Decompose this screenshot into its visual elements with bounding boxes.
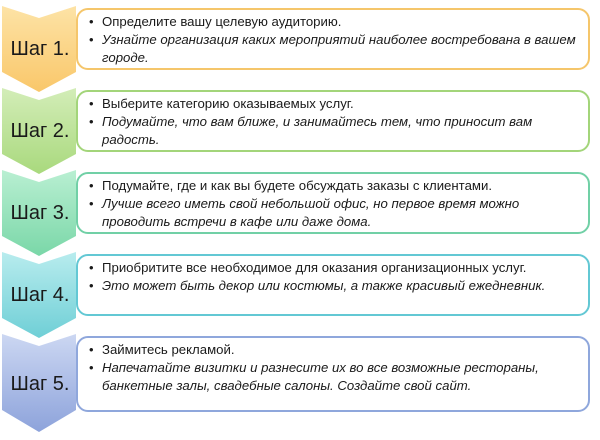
step-row-5 [0,334,600,420]
step-4-label: Шаг 4. [10,284,70,306]
step-5-point-2: • Напечатайте визитки и разнесите их во все возможные рестораны, банкетные залы, свадебные салоны. Создайте свой сайт. [102,359,578,395]
step-3-box [76,172,590,234]
step-4-point-2: • Это может быть декор или костюмы, а также красивый ежедневник. [102,277,578,295]
step-3-point-2: • Лучше всего иметь свой небольшой офис, но первое время можно проводить встречи в кафе или даже дома. [102,195,578,231]
step-2-point-1: • Выберите категорию оказываемых услуг. [102,95,578,113]
step-5-point-1: • Займитесь рекламой. [102,341,578,359]
step-3-point-1: • Подумайте, где и как вы будете обсуждать заказы с клиентами. [102,177,578,195]
step-4-point-1: • Приобритите все необходимое для оказания организационных услуг. [102,259,578,277]
step-2-point-2: • Подумайте, что вам ближе, и занимайтесь тем, что приносит вам радость. [102,113,578,149]
step-1-point-1: • Определите вашу целевую аудиторию. [102,13,578,31]
step-1-point-2: • Узнайте организация каких мероприятий наиболее востребована в вашем городе. [102,31,578,67]
step-4-box [76,254,590,316]
step-2-label: Шаг 2. [10,120,70,142]
step-5-box [76,336,590,412]
step-row-2 [0,88,600,174]
step-row-4 [0,252,600,338]
step-2-box [76,90,590,152]
step-5-label: Шаг 5. [10,373,70,395]
step-row-1 [0,6,600,92]
step-1-label: Шаг 1. [10,38,70,60]
step-3-label: Шаг 3. [10,202,70,224]
step-1-box [76,8,590,70]
step-row-3 [0,170,600,256]
